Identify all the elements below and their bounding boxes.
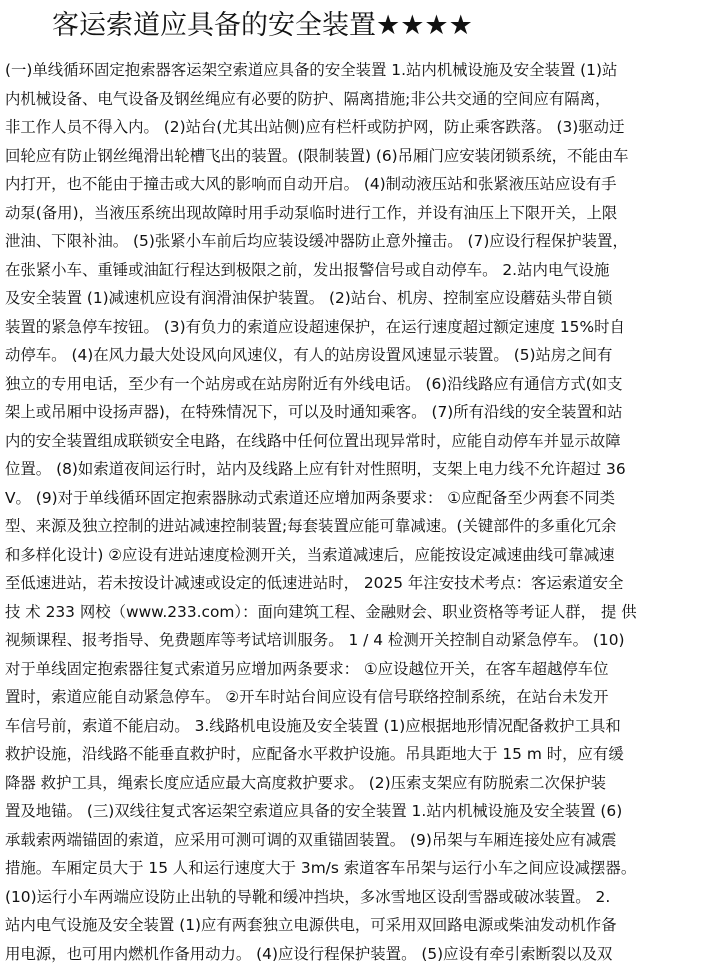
text-line: 回轮应有防止钢丝绳滑出轮槽飞出的装置。(限制装置) (6)吊厢门应安装闭锁系统，不能由车 (5, 142, 725, 171)
text-line: 技 术 233 网校（www.233.com）：面向建筑工程、金融财会、职业资格等考证人群， 提 供 (5, 598, 725, 627)
text-line: 置时，索道应能自动紧急停车。 ②开车时站台间应设有信号联络控制系统，在站台未发开 (5, 683, 725, 712)
text-line: V。 (9)对于单线循环固定抱索器脉动式索道还应增加两条要求： ①应配备至少两套不同类 (5, 484, 725, 513)
text-line: 架上或吊厢中设扬声器)，在特殊情况下，可以及时通知乘客。 (7)所有沿线的安全装置和站 (5, 398, 725, 427)
text-line: 动泵(备用)，当液压系统出现故障时用手动泵临时进行工作，并设有油压上下限开关，上限 (5, 199, 725, 228)
text-line: (10)运行小车两端应设防止出轨的导靴和缓冲挡块，多冰雪地区设刮雪器或破冰装置。 2. (5, 883, 725, 912)
text-line: 和多样化设计) ②应设有进站速度检测开关，当索道减速后，应能按设定减速曲线可靠减速 (5, 541, 725, 570)
text-line: 位置。 (8)如索道夜间运行时，站内及线路上应有针对性照明，支架上电力线不允许超过 36 (5, 455, 725, 484)
text-line: 内机械设备、电气设备及钢丝绳应有必要的防护、隔离措施;非公共交通的空间应有隔离， (5, 85, 725, 114)
text-line: 承载索两端锚固的索道，应采用可测可调的双重锚固装置。 (9)吊架与车厢连接处应有减震 (5, 826, 725, 855)
text-line: 视频课程、报考指导、免费题库等考试培训服务。 1 / 4 检测开关控制自动紧急停车。 (10) (5, 626, 725, 655)
text-line: 独立的专用电话，至少有一个站房或在站房附近有外线电话。 (6)沿线路应有通信方式(如支 (5, 370, 725, 399)
text-line: 动停车。 (4)在风力最大处设风向风速仪，有人的站房设置风速显示装置。 (5)站房之间有 (5, 341, 725, 370)
text-line: 至低速进站，若未按设计减速或设定的低速进站时， 2025 年注安技术考点：客运索道安全 (5, 569, 725, 598)
text-line: 内打开，也不能由于撞击或大风的影响而自动开启。 (4)制动液压站和张紧液压站应设有手 (5, 170, 725, 199)
document-title: 客运索道应具备的安全装置★★★★ (52, 6, 473, 46)
text-line: 用电源，也可用内燃机作备用动力。 (4)应设行程保护装置。 (5)应设有牵引索断裂以及双 (5, 940, 725, 968)
text-line: 降器 救护工具，绳索长度应适应最大高度救护要求。 (2)压索支架应有防脱索二次保护装 (5, 769, 725, 798)
text-line: 及安全装置 (1)减速机应设有润滑油保护装置。 (2)站台、机房、控制室应设蘑菇头带自锁 (5, 284, 725, 313)
text-line: 置及地锚。 (三)双线往复式客运架空索道应具备的安全装置 1.站内机械设施及安全装置 (6) (5, 797, 725, 826)
text-line: 内的安全装置组成联锁安全电路，在线路中任何位置出现异常时，应能自动停车并显示故障 (5, 427, 725, 456)
text-line: 对于单线固定抱索器往复式索道另应增加两条要求： ①应设越位开关，在客车超越停车位 (5, 655, 725, 684)
text-line: 在张紧小车、重锤或油缸行程达到极限之前，发出报警信号或自动停车。 2.站内电气设施 (5, 256, 725, 285)
text-line: 非工作人员不得入内。 (2)站台(尤其出站侧)应有栏杆或防护网，防止乘客跌落。 (3)驱动迂 (5, 113, 725, 142)
text-line: 救护设施，沿线路不能垂直救护时，应配备水平救护设施。吊具距地大于 15 m 时，应有缓 (5, 740, 725, 769)
text-line: 泄油、下限补油。 (5)张紧小车前后均应装设缓冲器防止意外撞击。 (7)应设行程保护装置， (5, 227, 725, 256)
text-line: 车信号前，索道不能启动。 3.线路机电设施及安全装置 (1)应根据地形情况配备救护工具和 (5, 712, 725, 741)
text-line: 站内电气设施及安全装置 (1)应有两套独立电源供电，可采用双回路电源或柴油发动机作备 (5, 911, 725, 940)
text-line: (一)单线循环固定抱索器客运架空索道应具备的安全装置 1.站内机械设施及安全装置 (1)站 (5, 56, 725, 85)
document-body (5, 56, 725, 968)
text-line: 装置的紧急停车按钮。 (3)有负力的索道应设超速保护，在运行速度超过额定速度 15%时自 (5, 313, 725, 342)
text-line: 型、来源及独立控制的进站减速控制装置;每套装置应能可靠减速。(关键部件的多重化冗余 (5, 512, 725, 541)
text-line: 措施。车厢定员大于 15 人和运行速度大于 3m/s 索道客车吊架与运行小车之间应设减摆器。 (5, 854, 725, 883)
